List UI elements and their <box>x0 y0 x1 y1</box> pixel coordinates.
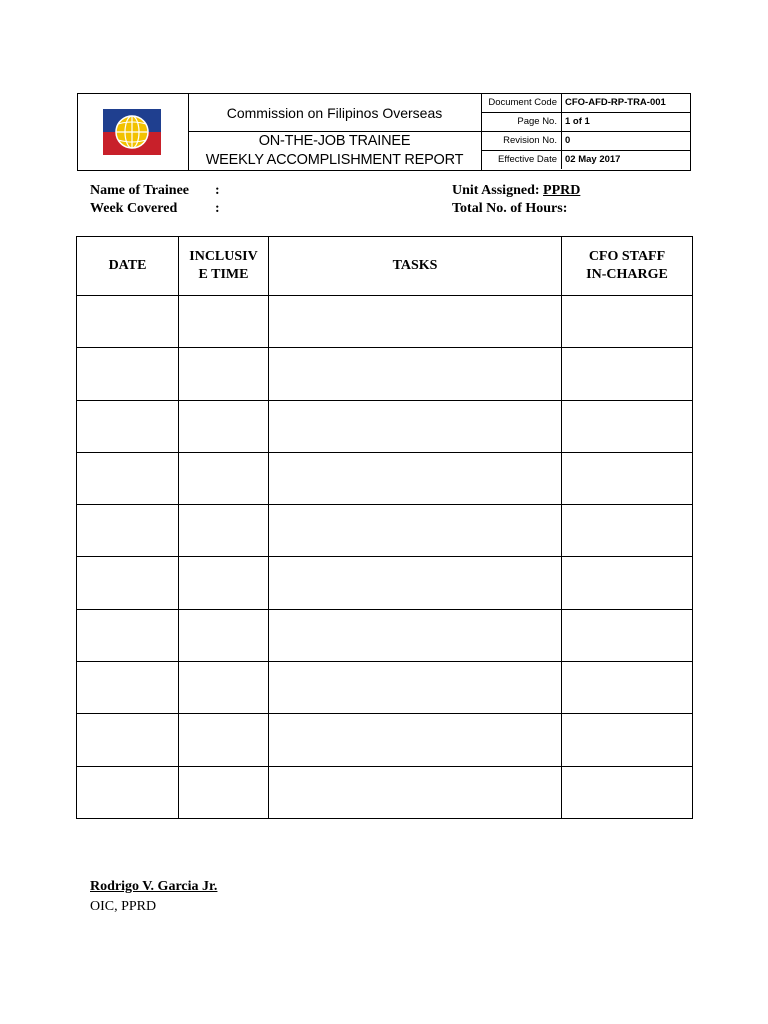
staff-in-charge-cell[interactable] <box>562 609 693 661</box>
week-covered-label: Week Covered <box>90 201 178 216</box>
tasks-cell[interactable] <box>269 557 562 609</box>
tasks-cell[interactable] <box>269 348 562 400</box>
table-row <box>77 400 693 452</box>
table-row <box>77 766 693 818</box>
meta-row-revision-no <box>481 132 691 151</box>
date-cell[interactable] <box>77 505 179 557</box>
staff-in-charge-cell[interactable] <box>562 296 693 348</box>
tasks-cell[interactable] <box>269 400 562 452</box>
meta-row-effective-date <box>481 151 691 170</box>
tasks-cell[interactable] <box>269 714 562 766</box>
date-cell[interactable] <box>77 400 179 452</box>
meta-value: 02 May 2017 <box>565 154 621 165</box>
date-cell[interactable] <box>77 766 179 818</box>
staff-in-charge-cell[interactable] <box>562 662 693 714</box>
meta-label: Document Code <box>481 94 562 112</box>
header-inclusive-time <box>179 237 269 296</box>
inclusive-time-cell[interactable] <box>179 662 269 714</box>
tasks-cell[interactable] <box>269 505 562 557</box>
unit-assigned-label: Unit Assigned: <box>452 183 540 198</box>
inclusive-time-cell[interactable] <box>179 296 269 348</box>
trainee-name-label: Name of Trainee <box>90 183 190 198</box>
date-cell[interactable] <box>77 609 179 661</box>
header-time-line2: E TIME <box>198 267 249 282</box>
meta-value: 0 <box>565 135 571 146</box>
inclusive-time-cell[interactable] <box>179 348 269 400</box>
header-tasks: TASKS <box>269 237 562 296</box>
table-row <box>77 296 693 348</box>
unit-assigned-value: PPRD <box>543 183 581 198</box>
document-meta <box>481 94 691 170</box>
table-row <box>77 662 693 714</box>
meta-value: CFO-AFD-RP-TRA-001 <box>565 97 666 108</box>
report-title-line1: ON-THE-JOB TRAINEE <box>258 133 411 149</box>
date-cell[interactable] <box>77 714 179 766</box>
staff-in-charge-cell[interactable] <box>562 505 693 557</box>
organization-name: Commission on Filipinos Overseas <box>188 94 481 132</box>
week-covered-line <box>90 201 220 217</box>
table-row <box>77 505 693 557</box>
meta-label: Effective Date <box>481 151 562 169</box>
total-hours-line <box>452 201 567 217</box>
date-cell[interactable] <box>77 662 179 714</box>
inclusive-time-cell[interactable] <box>179 400 269 452</box>
staff-in-charge-cell[interactable] <box>562 348 693 400</box>
tasks-cell[interactable] <box>269 662 562 714</box>
inclusive-time-cell[interactable] <box>179 609 269 661</box>
staff-in-charge-cell[interactable] <box>562 766 693 818</box>
total-hours-label: Total No. of Hours: <box>452 201 568 216</box>
staff-in-charge-cell[interactable] <box>562 400 693 452</box>
tasks-cell[interactable] <box>269 609 562 661</box>
table-row <box>77 348 693 400</box>
inclusive-time-cell[interactable] <box>179 452 269 504</box>
trainee-name-colon: : <box>215 183 220 198</box>
signatory-title: OIC, PPRD <box>90 899 157 914</box>
staff-in-charge-cell[interactable] <box>562 714 693 766</box>
staff-in-charge-cell[interactable] <box>562 557 693 609</box>
date-cell[interactable] <box>77 348 179 400</box>
meta-value: 1 of 1 <box>565 116 590 127</box>
header-staff-line2: IN-CHARGE <box>586 267 668 282</box>
report-title <box>188 132 481 170</box>
date-cell[interactable] <box>77 557 179 609</box>
table-body <box>77 296 693 819</box>
trainee-name-line <box>90 183 220 199</box>
cfo-globe-logo-icon <box>103 109 161 155</box>
inclusive-time-cell[interactable] <box>179 557 269 609</box>
signatory-name: Rodrigo V. Garcia Jr. <box>90 879 218 894</box>
table-header-row <box>77 237 693 296</box>
inclusive-time-cell[interactable] <box>179 505 269 557</box>
meta-label: Revision No. <box>481 132 562 150</box>
logo-cell <box>78 94 189 170</box>
table-row <box>77 714 693 766</box>
report-title-line2: WEEKLY ACCOMPLISHMENT REPORT <box>205 152 464 168</box>
tasks-cell[interactable] <box>269 766 562 818</box>
staff-in-charge-cell[interactable] <box>562 452 693 504</box>
header-date: DATE <box>77 237 179 296</box>
header-time-line1: INCLUSIV <box>189 249 258 264</box>
meta-label: Page No. <box>481 113 562 131</box>
meta-row-page-no <box>481 113 691 132</box>
tasks-cell[interactable] <box>269 452 562 504</box>
unit-assigned-line <box>452 183 580 199</box>
table-row <box>77 557 693 609</box>
table-row <box>77 452 693 504</box>
table-row <box>77 609 693 661</box>
date-cell[interactable] <box>77 452 179 504</box>
document-header <box>77 93 691 171</box>
date-cell[interactable] <box>77 296 179 348</box>
inclusive-time-cell[interactable] <box>179 766 269 818</box>
inclusive-time-cell[interactable] <box>179 714 269 766</box>
title-cell <box>188 94 482 170</box>
header-staff-line1: CFO STAFF <box>588 249 666 264</box>
accomplishment-table <box>76 236 693 819</box>
tasks-cell[interactable] <box>269 296 562 348</box>
header-staff-in-charge <box>562 237 693 296</box>
week-covered-colon: : <box>215 201 220 216</box>
meta-row-document-code <box>481 94 691 113</box>
